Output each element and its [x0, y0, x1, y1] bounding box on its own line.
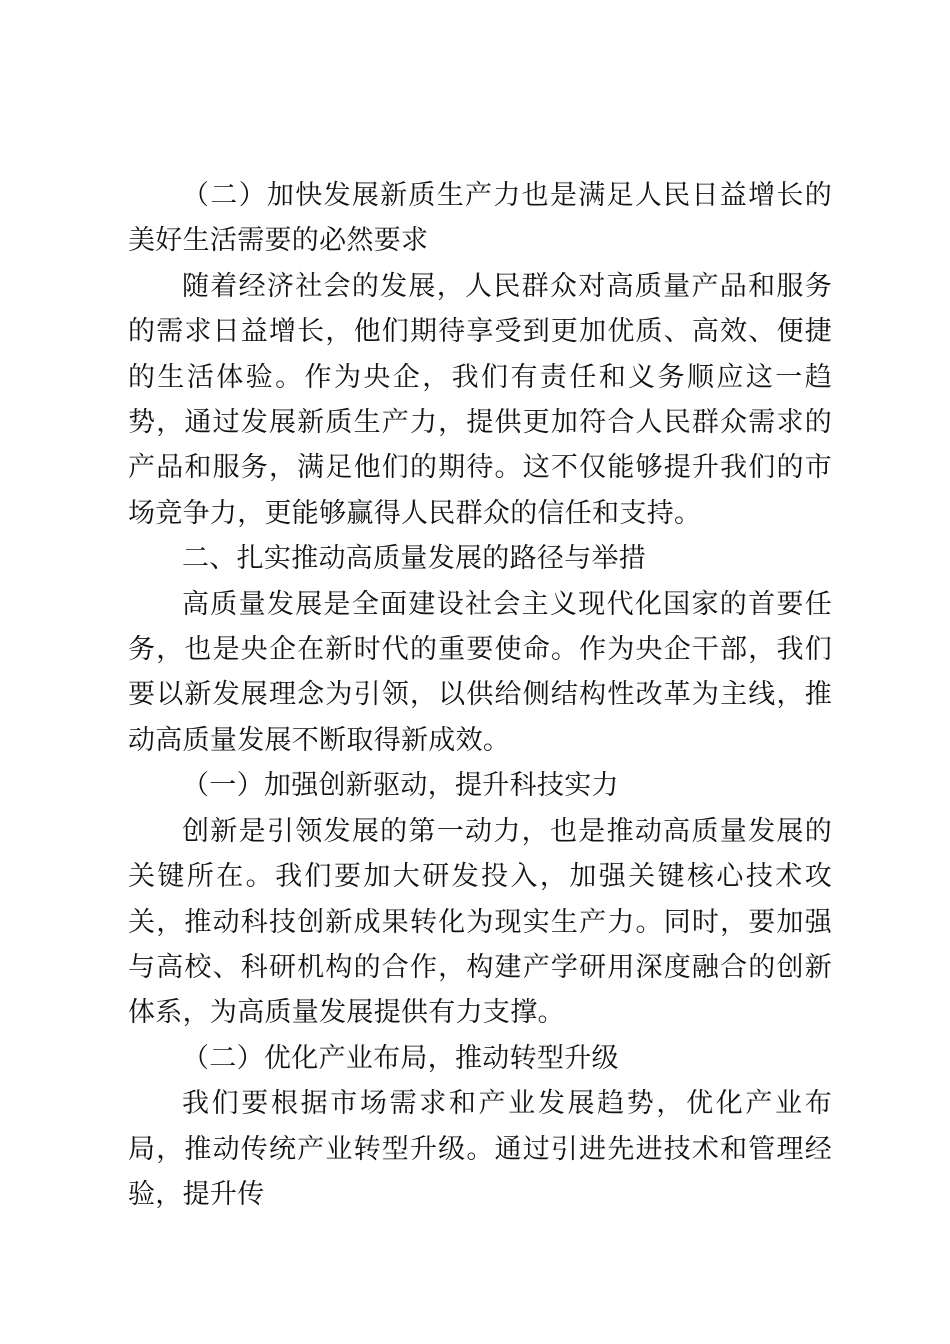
subsection-heading-2: （二）优化产业布局，推动转型升级: [182, 1042, 619, 1074]
section-heading-2-2: （二）加快发展新质生产力也是满足人民日益增长的美好生活需要的必然要求: [128, 180, 832, 257]
body-paragraph: 创新是引领发展的第一动力，也是推动高质量发展的关键所在。我们要加大研发投入，加强关键核心技术攻关，推动科技创新成果转化为现实生产力。同时，要加强与高校、科研机构的合作，构建产学研用深度融合的创新体系，为高质量发展提供有力支撑。: [128, 815, 832, 1029]
body-paragraph: 随着经济社会的发展，人民群众对高质量产品和服务的需求日益增长，他们期待享受到更加优质、高效、便捷的生活体验。作为央企，我们有责任和义务顺应这一趋势，通过发展新质生产力，提供更加符合人民群众需求的产品和服务，满足他们的期待。这不仅能够提升我们的市场竞争力，更能够赢得人民群众的信任和支持。: [128, 270, 832, 529]
document-body: [128, 173, 832, 1217]
subsection-heading-1: （一）加强创新驱动，提升科技实力: [182, 770, 619, 802]
body-paragraph: 高质量发展是全面建设社会主义现代化国家的首要任务，也是央企在新时代的重要使命。作为央企干部，我们要以新发展理念为引领，以供给侧结构性改革为主线，推动高质量发展不断取得新成效。: [128, 588, 832, 756]
body-paragraph: 我们要根据市场需求和产业发展趋势，优化产业布局，推动传统产业转型升级。通过引进先进技术和管理经验，提升传: [128, 1088, 832, 1210]
section-heading-2: 二、扎实推动高质量发展的路径与举措: [182, 543, 647, 575]
